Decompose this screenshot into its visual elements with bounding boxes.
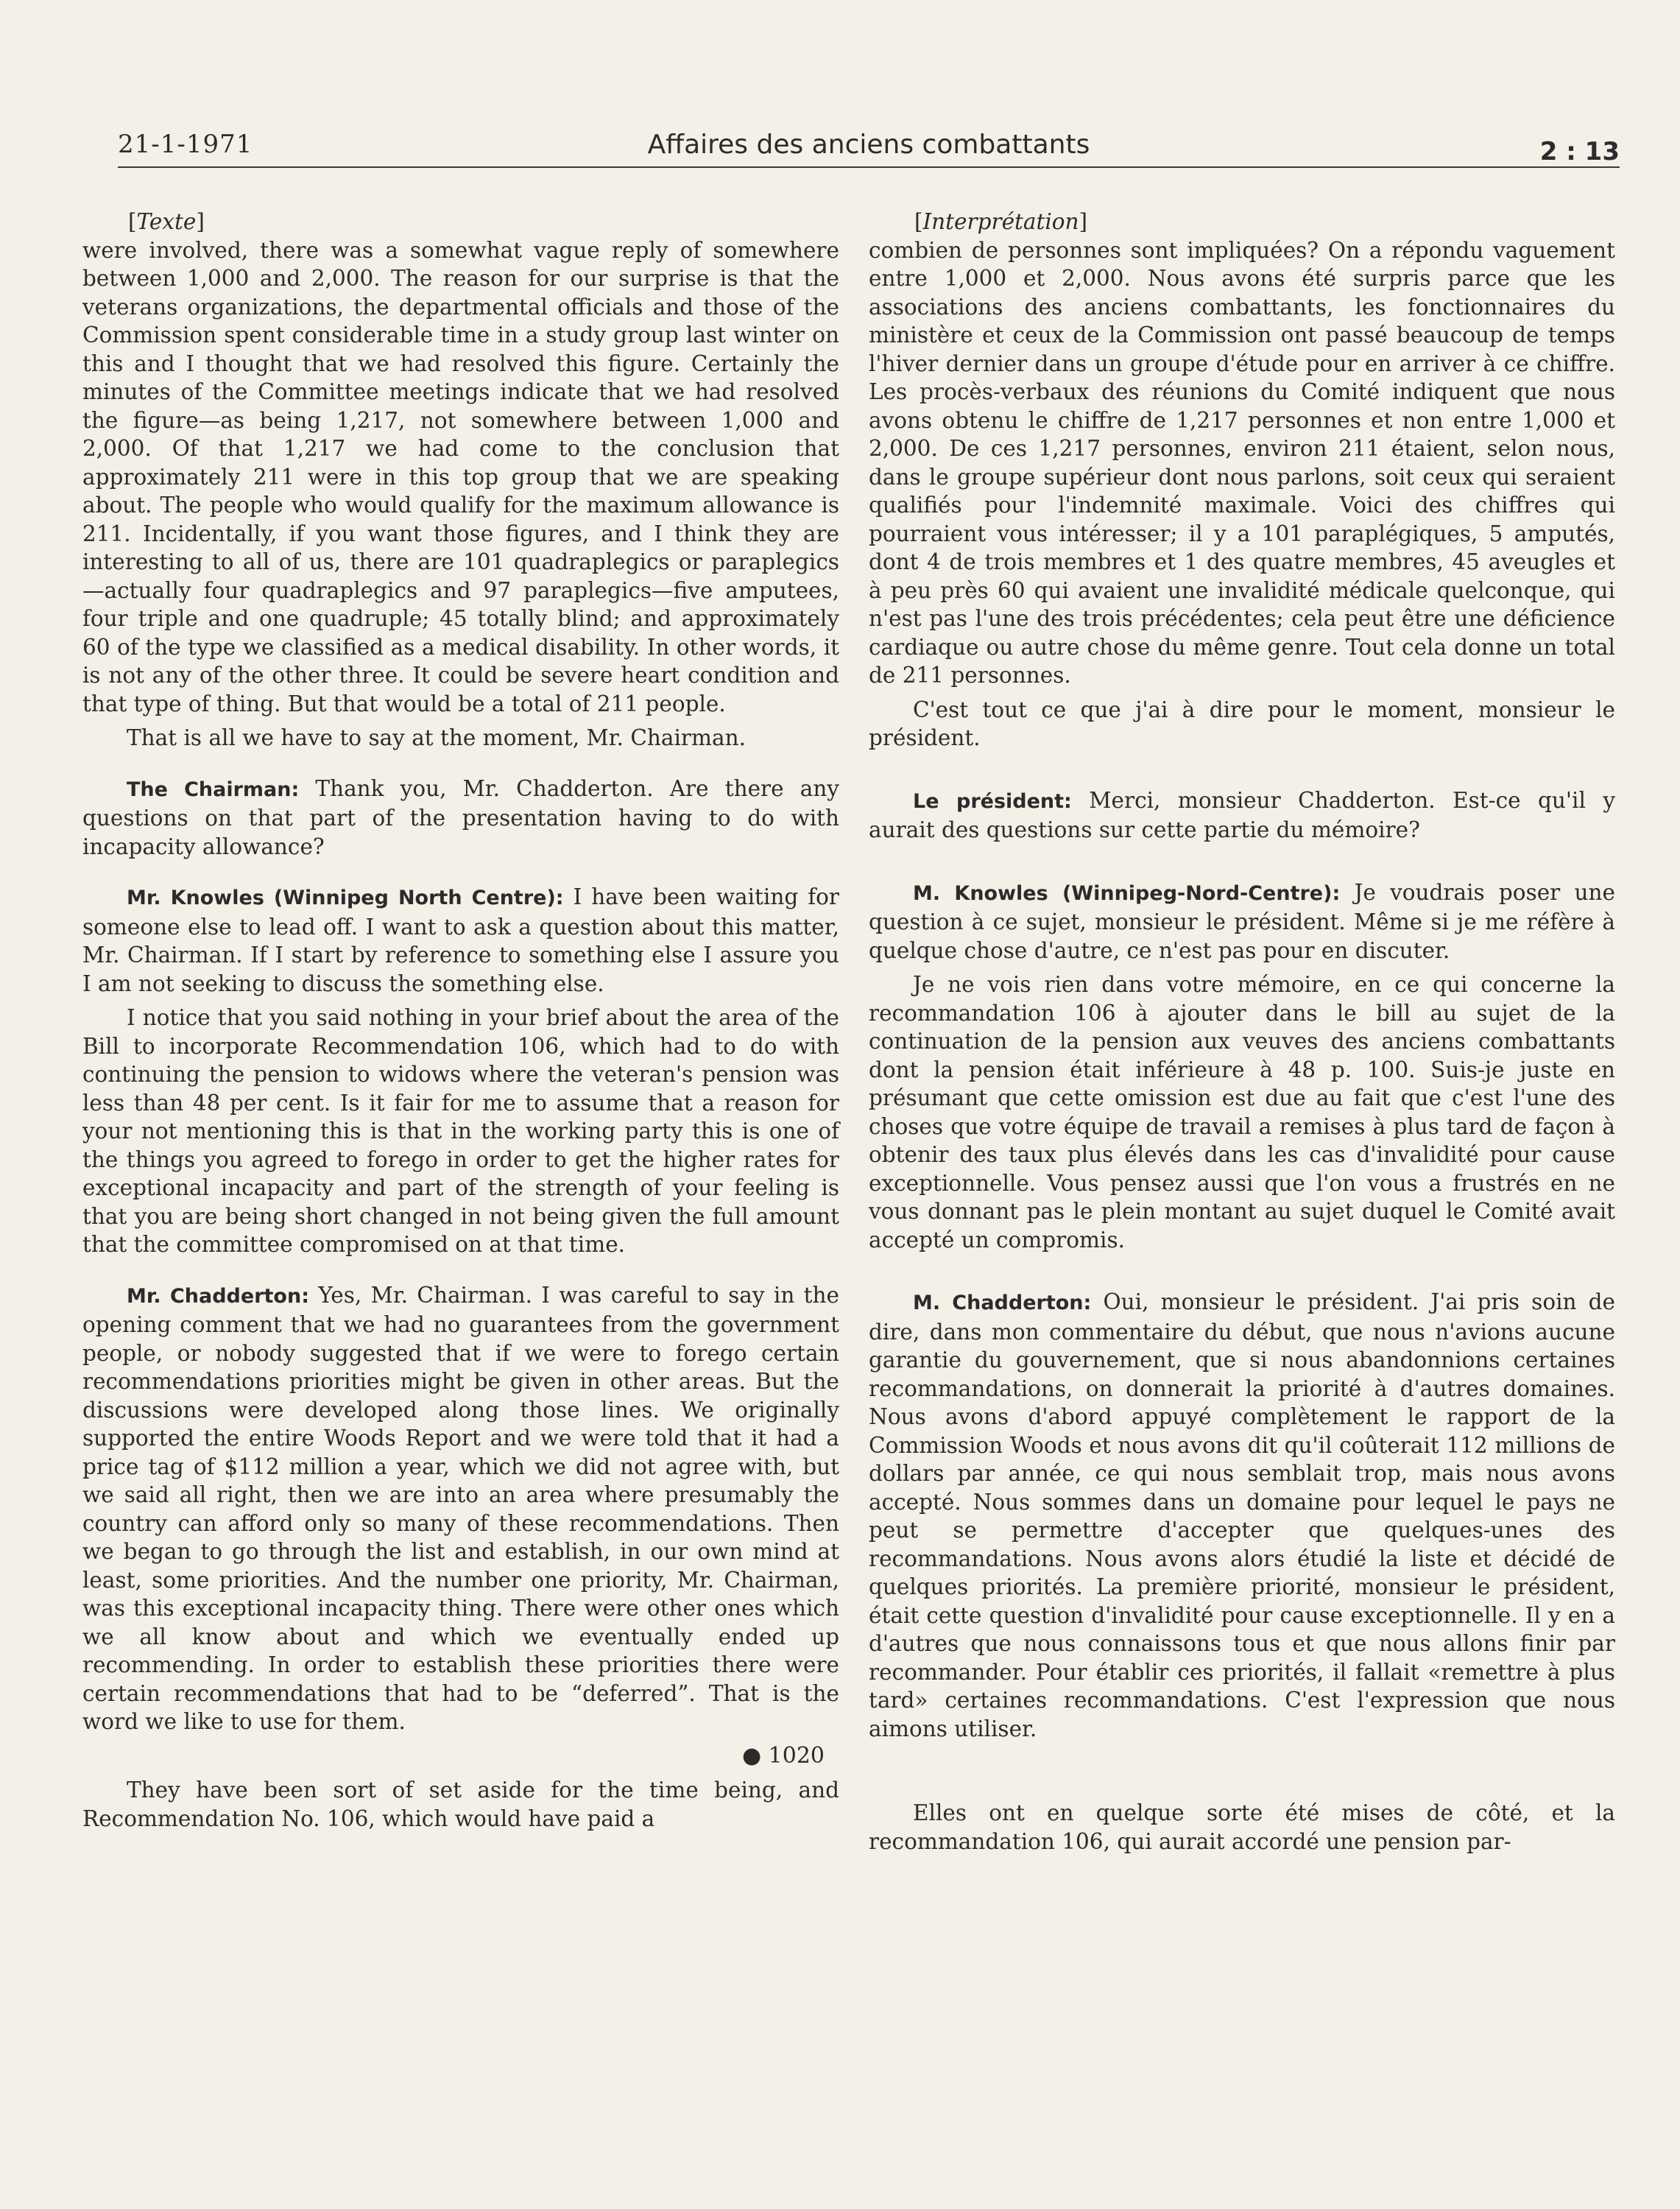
- speech-text: I have been waiting for someone else to lead off. I want to ask a question about this matter, Mr. Chairman. If I start by reference to something else I assure you I am not seeking to discuss the something else.: [82, 884, 839, 996]
- paragraph: I notice that you said nothing in your brief about the area of the Bill to incorporate Recommendation 106, which had to do with continuing the pension to widows where the veteran's pension was less than 48 per cent. Is it fair for me to assume that a reason for your not mentioning this is that in the working party this is one of the things you agreed to forego in order to get the higher rates for exceptional incapacity and part of the strength of your feeling is that you are being short changed in not being given the full amount that the committee compromised on at that time.: [82, 1005, 839, 1257]
- speech-chadderton: [82, 1281, 839, 1736]
- speech-text: Thank you, Mr. Chadderton. Are there any questions on that part of the presentation having to do with incapacity allowance?: [82, 775, 839, 859]
- speech-knowles: [82, 883, 839, 998]
- speech-chadderton: [869, 1288, 1615, 1743]
- section-label: [Texte]: [128, 209, 205, 234]
- header-date: 21-1-1971: [118, 130, 253, 159]
- paragraph: C'est tout ce que j'ai à dire pour le moment, monsieur le président.: [869, 697, 1615, 750]
- paragraph: Je ne vois rien dans votre mémoire, en ce qui concerne la recommandation 106 à ajouter dans le bill au sujet de la continuation de la pension aux veuves des anciens combattants dont la pension était inférieure à 48 p. 100. Suis-je juste en présumant que cette omission est due au fait que c'est l'une des choses que votre équipe de travail a remises à plus tard de façon à obtenir des taux plus élevés dans les cas d'invalidité pour cause exceptionnelle. Vous pensez aussi que l'on vous a frustrés en ne vous donnant pas le plein montant au sujet duquel le Comité avait accepté un compromis.: [869, 972, 1615, 1253]
- french-column: [869, 208, 1615, 1856]
- speech-knowles: [869, 878, 1615, 965]
- speech-text: Je voudrais poser une question à ce sujet, monsieur le président. Même si je me réfère à quelque chose d'autre, ce n'est pas pour en discuter.: [869, 879, 1615, 963]
- speech-president: [869, 786, 1615, 845]
- page-header: [118, 130, 1620, 168]
- time-marker: ● 1020: [741, 1742, 825, 1769]
- speaker-name: Le président:: [913, 789, 1072, 813]
- speaker-name: M. Knowles (Winnipeg-Nord-Centre):: [913, 881, 1341, 905]
- speech-text: Merci, monsieur Chadderton. Est-ce qu'il y aurait des questions sur cette partie du mémoire?: [869, 787, 1615, 842]
- paragraph: That is all we have to say at the moment, Mr. Chairman.: [127, 725, 746, 750]
- english-column: [82, 208, 839, 1833]
- section-label: [Interprétation]: [914, 209, 1088, 234]
- speech-text: Oui, monsieur le président. J'ai pris soin de dire, dans mon commentaire du début, que nous n'avions aucune garantie du gouvernement, que si nous abandonnions certaines recommandations, on donnerait la priorité à d'autres domaines. Nous avons d'abord appuyé complètement le rapport de la Commission Woods et nous avons dit qu'il coûterait 112 millions de dollars par année, ce qui nous semblait trop, mais nous avons accepté. Nous sommes dans un domaine pour lequel le pays ne peut se permettre d'accepter que quelques-unes des recommandations. Nous avons alors étudié la liste et décidé de quelques priorités. La première priorité, monsieur le président, était cette question d'invalidité pour cause exceptionnelle. Il y en a d'autres que nous connaissons tous et que nous allons finir par recommander. Pour établir ces priorités, il fallait «remettre à plus tard» certaines recommandations. C'est l'expression que nous aimons utiliser.: [869, 1289, 1615, 1741]
- section-label-text: Interprétation: [922, 209, 1079, 234]
- speaker-name: Mr. Knowles (Winnipeg North Centre):: [127, 887, 564, 909]
- page-number: 2 : 13: [1539, 137, 1620, 166]
- speech-chairman: [82, 775, 839, 862]
- speaker-name: M. Chadderton:: [913, 1292, 1092, 1314]
- paragraph: They have been sort of set aside for the time being, and Recommendation No. 106, which would have paid a: [82, 1778, 839, 1831]
- header-title: Affaires des anciens combattants: [647, 130, 1090, 160]
- section-label-text: Texte: [136, 209, 197, 234]
- speaker-name: The Chairman:: [127, 778, 300, 801]
- paragraph: were involved, there was a somewhat vague reply of somewhere between 1,000 and 2,000. The reason for our surprise is that the veterans organizations, the departmental officials and those of the Commission spent considerable time in a study group last winter on this and I thought that we had resolved this figure. Certainly the minutes of the Committee meetings indicate that we had resolved the figure—as being 1,217, not somewhere between 1,000 and 2,000. Of that 1,217 we had come to the conclusion that approximately 211 were in this top group that we are speaking about. The people who would qualify for the maximum allowance is 211. Incidentally, if you want those figures, and I think they are interesting to all of us, there are 101 quadraplegics or paraplegics—actually four quadraplegics and 97 paraplegics—five amputees, four triple and one quadruple; 45 totally blind; and approximately 60 of the type we classified as a medical disability. In other words, it is not any of the other three. It could be severe heart condition and that type of thing. But that would be a total of 211 people.: [82, 237, 839, 716]
- paragraph: Elles ont en quelque sorte été mises de côté, et la recommandation 106, qui aurait accordé une pension par-: [869, 1800, 1615, 1854]
- speaker-name: Mr. Chadderton:: [127, 1284, 309, 1308]
- speech-text: Yes, Mr. Chairman. I was careful to say in the opening comment that we had no guarantees from the government people, or nobody suggested that if we were to forego certain recommendations priorities might be given in other areas. But the discussions were developed along those lines. We originally supported the entire Woods Report and we were told that it had a price tag of $112 million a year, which we did not agree with, but we said all right, then we are into an area where presumably the country can afford only so many of these recommendations. Then we began to go through the list and establish, in our own mind at least, some priorities. And the number one priority, Mr. Chairman, was this exceptional incapacity thing. There were other ones which we all know about and which we eventually ended up recommending. In order to establish these priorities there were certain recommendations that had to be “deferred”. That is the word we like to use for them.: [82, 1282, 839, 1734]
- paragraph: combien de personnes sont impliquées? On a répondu vaguement entre 1,000 et 2,000. Nous avons été surpris parce que les associations des anciens combattants, les fonctionnaires du ministère et ceux de la Commission ont passé beaucoup de temps l'hiver dernier dans un groupe d'étude pour en arriver à ce chiffre. Les procès-verbaux des réunions du Comité indiquent que nous avons obtenu le chiffre de 1,217 personnes et non entre 1,000 et 2,000. De ces 1,217 personnes, environ 211 étaient, selon nous, dans le groupe supérieur dont nous parlons, soit ceux qui seraient qualifiés pour l'indemnité maximale. Voici des chiffres qui pourraient vous intéresser; il y a 101 paraplégiques, 5 amputés, dont 4 de trois membres et 1 des quatre membres, 45 aveugles et à peu près 60 qui avaient une invalidité médicale quelconque, qui n'est pas l'une des trois précédentes; cela peut être une déficience cardiaque ou autre chose du même genre. Tout cela donne un total de 211 personnes.: [869, 237, 1615, 688]
